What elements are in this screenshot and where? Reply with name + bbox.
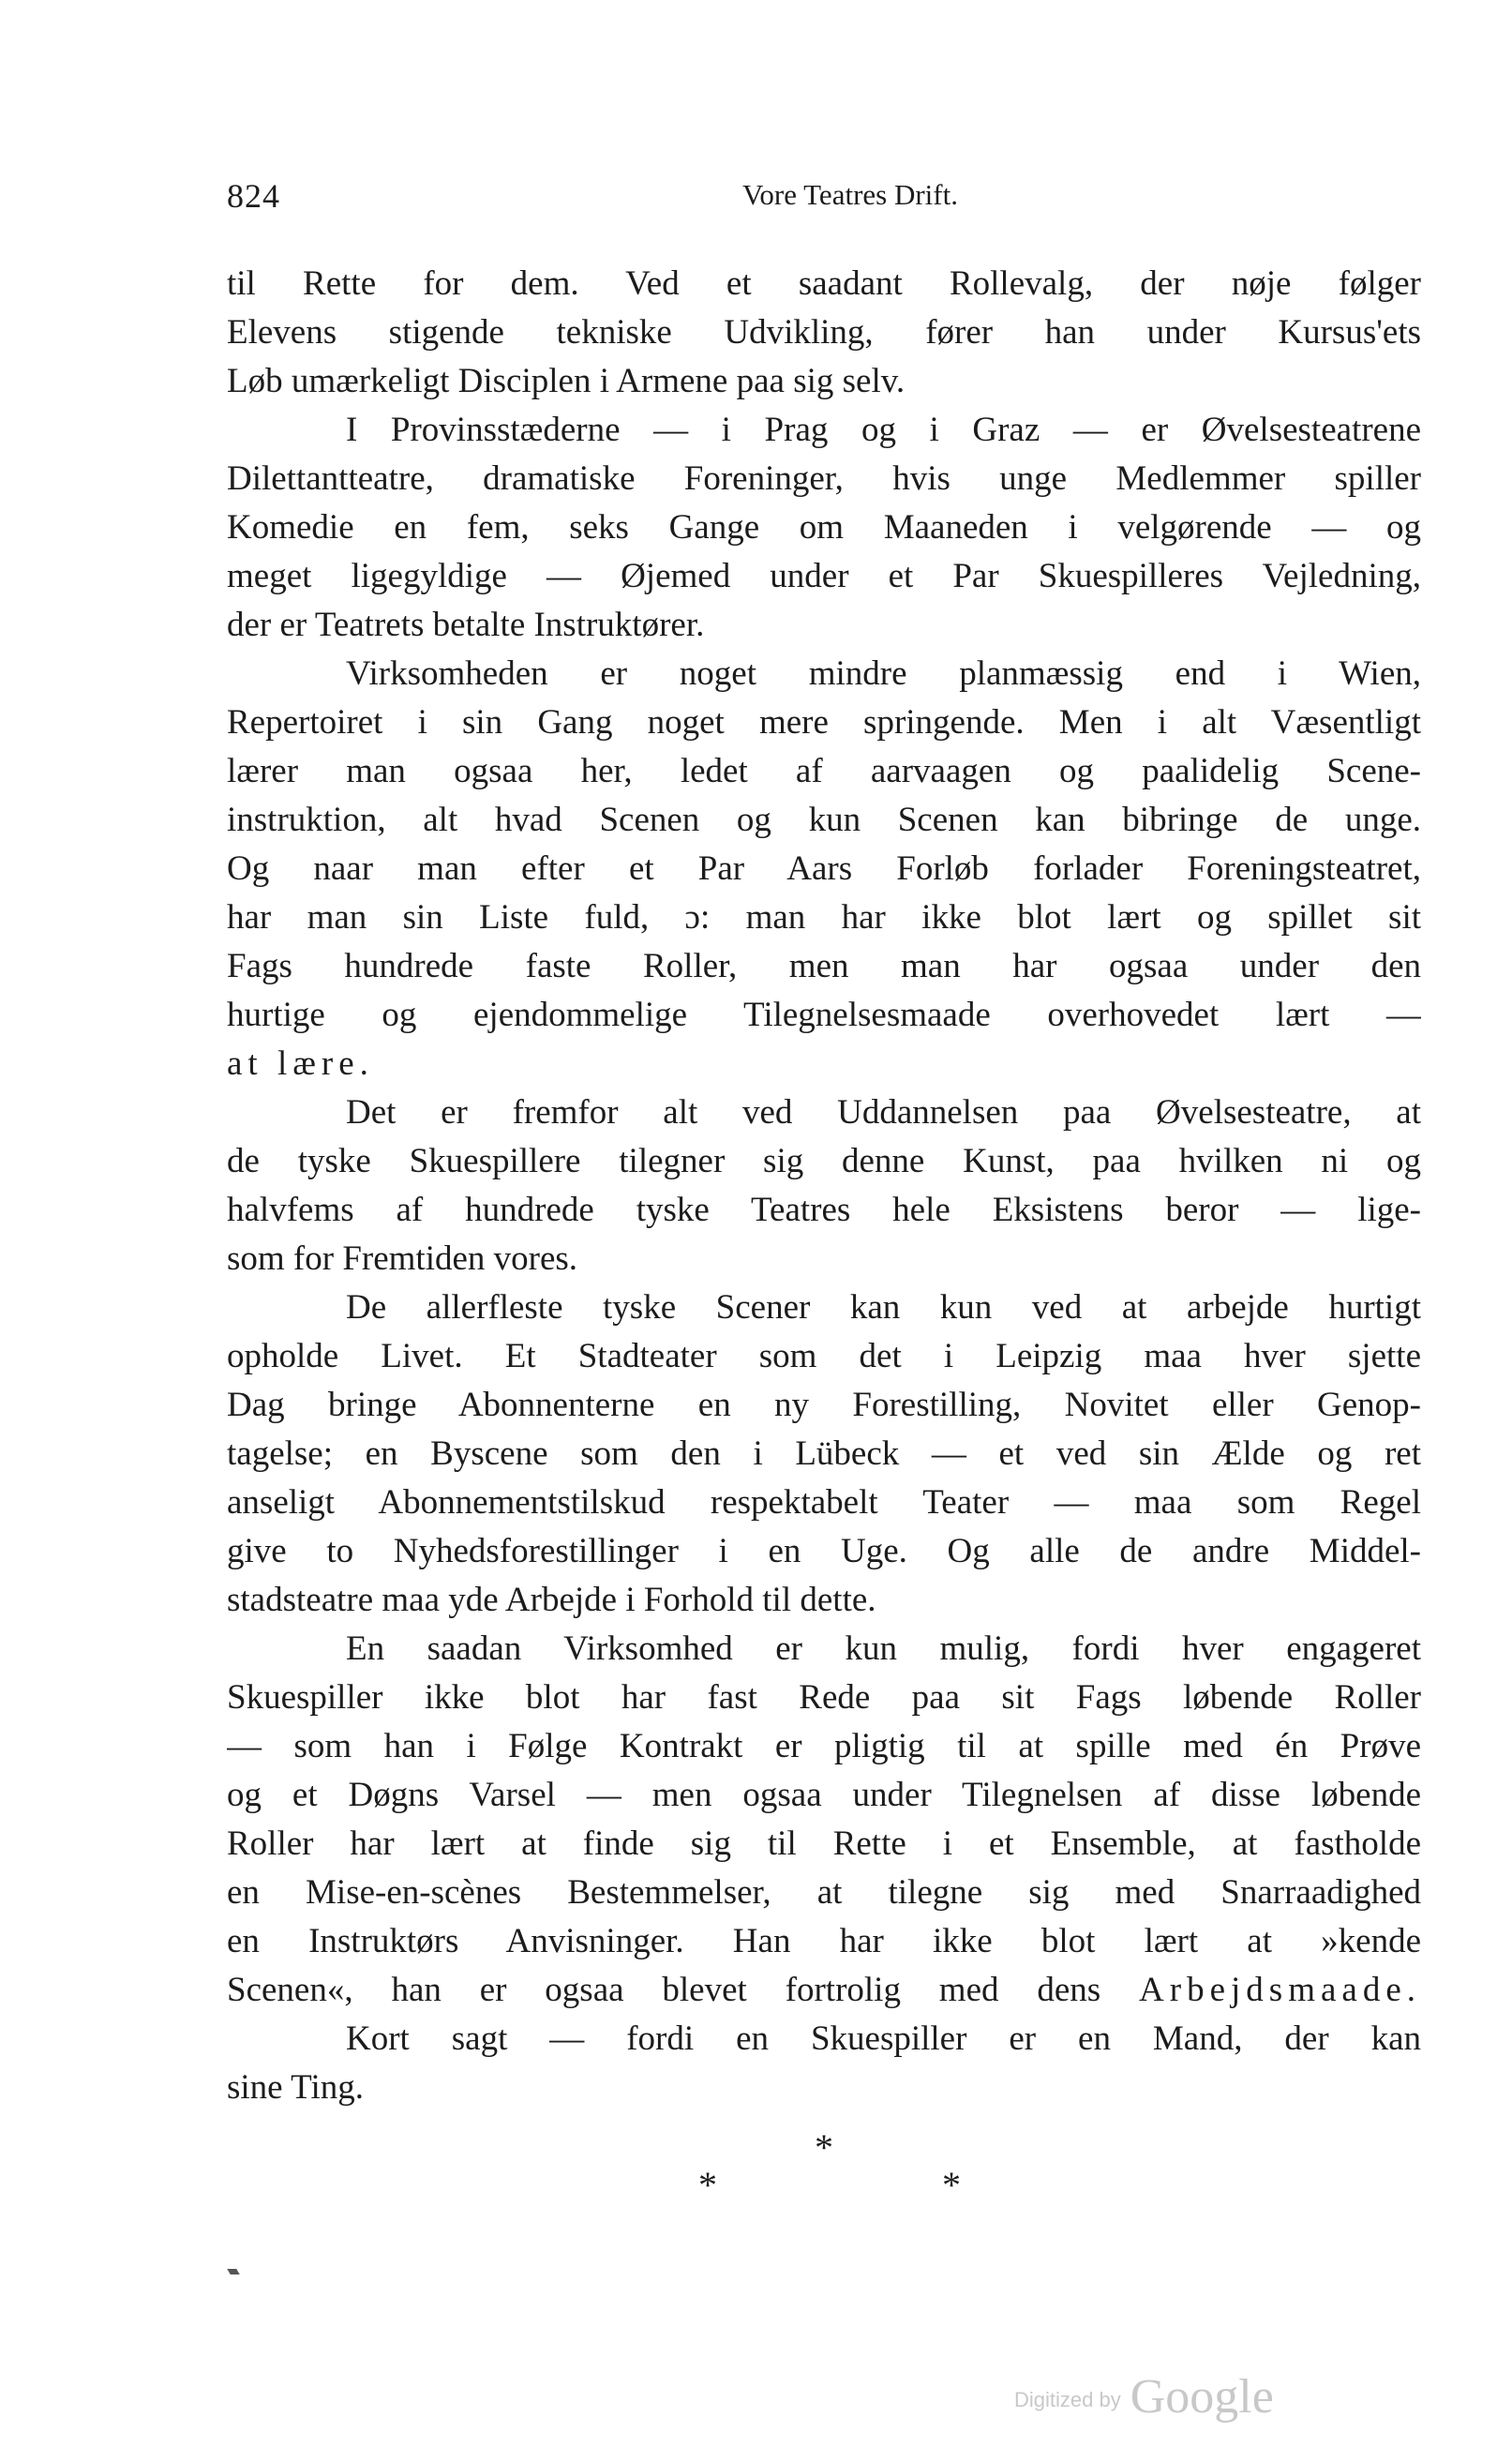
text-line: Repertoiret i sin Gang noget mere springende. Men i alt Væsentligt bbox=[227, 703, 1421, 742]
text-line: der er Teatrets betalte Instruktører. bbox=[227, 606, 705, 644]
text-line: instruktion, alt hvad Scenen og kun Scenen kan bibringe de unge. bbox=[227, 801, 1421, 839]
text-line bbox=[227, 1966, 1421, 2015]
text-line: Fags hundrede faste Roller, men man har ogsaa under den bbox=[227, 947, 1421, 985]
text-line: Løb umærkeligt Disciplen i Armene paa sig selv. bbox=[227, 362, 906, 400]
section-separator-top: * bbox=[815, 2126, 833, 2162]
text-line: give to Nyhedsforestillinger i en Uge. Og alle de andre Middel- bbox=[227, 1532, 1421, 1570]
text-line: Roller har lært at finde sig til Rette i et Ensemble, at fastholde bbox=[227, 1824, 1421, 1863]
text-line: hurtige og ejendommelige Tilegnelsesmaade overhovedet lært — bbox=[227, 996, 1421, 1034]
text-line: I Provinsstæderne — i Prag og i Graz — er Øvelsesteatrene bbox=[346, 411, 1421, 449]
text-line: tagelse; en Byscene som den i Lübeck — et ved sin Ælde og ret bbox=[227, 1434, 1421, 1473]
text-line: opholde Livet. Et Stadteater som det i Leipzig maa hver sjette bbox=[227, 1337, 1421, 1375]
text-line: Dilettantteatre, dramatiske Foreninger, hvis unge Medlemmer spiller bbox=[227, 459, 1421, 498]
text-line: de tyske Skuespillere tilegner sig denne Kunst, paa hvilken ni og bbox=[227, 1142, 1421, 1180]
text-line: De allerfleste tyske Scener kan kun ved at arbejde hurtigt bbox=[346, 1288, 1421, 1327]
page-number: 824 bbox=[227, 177, 280, 215]
text-line: en Instruktørs Anvisninger. Han har ikke blot lært at »kende bbox=[227, 1922, 1421, 1960]
text-line: Komedie en fem, seks Gange om Maaneden i velgørende — og bbox=[227, 508, 1421, 547]
watermark-caption: Digitized by bbox=[1014, 2388, 1121, 2411]
text-line: som for Fremtiden vores. bbox=[227, 1239, 578, 1278]
page-header bbox=[227, 176, 1427, 225]
text-line: har man sin Liste fuld, ɔ: man har ikke blot lært og spillet sit bbox=[227, 898, 1421, 937]
text-line: Dag bringe Abonnenterne en ny Forestilling, Novitet eller Genop- bbox=[227, 1386, 1421, 1424]
text-line: til Rette for dem. Ved et saadant Rollevalg, der nøje følger bbox=[227, 264, 1421, 303]
text-line: halvfems af hundrede tyske Teatres hele Eksistens beror — lige- bbox=[227, 1191, 1421, 1229]
ink-mark bbox=[227, 2269, 239, 2274]
text-line: Skuespiller ikke blot har fast Rede paa sit Fags løbende Roller bbox=[227, 1678, 1421, 1717]
text-line: Virksomheden er noget mindre planmæssig end i Wien, bbox=[346, 654, 1421, 693]
text-line: meget ligegyldige — Øjemed under et Par Skuespilleres Vejledning, bbox=[227, 557, 1421, 595]
digitization-watermark bbox=[1014, 2369, 1274, 2425]
section-separator-bottom: * * bbox=[698, 2164, 961, 2206]
text-line: anseligt Abonnementstilskud respektabelt Teater — maa som Regel bbox=[227, 1483, 1421, 1522]
text-line: En saadan Virksomhed er kun mulig, fordi hver engageret bbox=[346, 1629, 1421, 1668]
text-line: at lære. bbox=[227, 1044, 374, 1083]
text-line: Det er fremfor alt ved Uddannelsen paa Øvelsesteatre, at bbox=[346, 1093, 1421, 1132]
google-logo: Google bbox=[1130, 2370, 1274, 2424]
text-line: sine Ting. bbox=[227, 2068, 365, 2107]
text-line: Og naar man efter et Par Aars Forløb forlader Foreningsteatret, bbox=[227, 849, 1421, 888]
text-line: lærer man ogsaa her, ledet af aarvaagen og paalidelig Scene- bbox=[227, 752, 1421, 790]
body-text bbox=[227, 260, 1421, 2209]
spaced-text: Arbejdsmaade. bbox=[1139, 1971, 1421, 2009]
text-line: Elevens stigende tekniske Udvikling, fører han under Kursus'ets bbox=[227, 313, 1421, 352]
text-line: Kort sagt — fordi en Skuespiller er en Mand, der kan bbox=[346, 2019, 1421, 2058]
text-fragment: Scenen«, han er ogsaa blevet fortrolig med dens bbox=[227, 1971, 1101, 2009]
text-line: og et Døgns Varsel — men ogsaa under Tilegnelsen af disse løbende bbox=[227, 1776, 1421, 1814]
text-line: — som han i Følge Kontrakt er pligtig til at spille med én Prøve bbox=[227, 1727, 1421, 1765]
text-line: en Mise-en-scènes Bestemmelser, at tilegne sig med Snarraadighed bbox=[227, 1873, 1421, 1912]
running-title: Vore Teatres Drift. bbox=[742, 178, 958, 211]
text-line: stadsteatre maa yde Arbejde i Forhold til dette. bbox=[227, 1581, 876, 1619]
